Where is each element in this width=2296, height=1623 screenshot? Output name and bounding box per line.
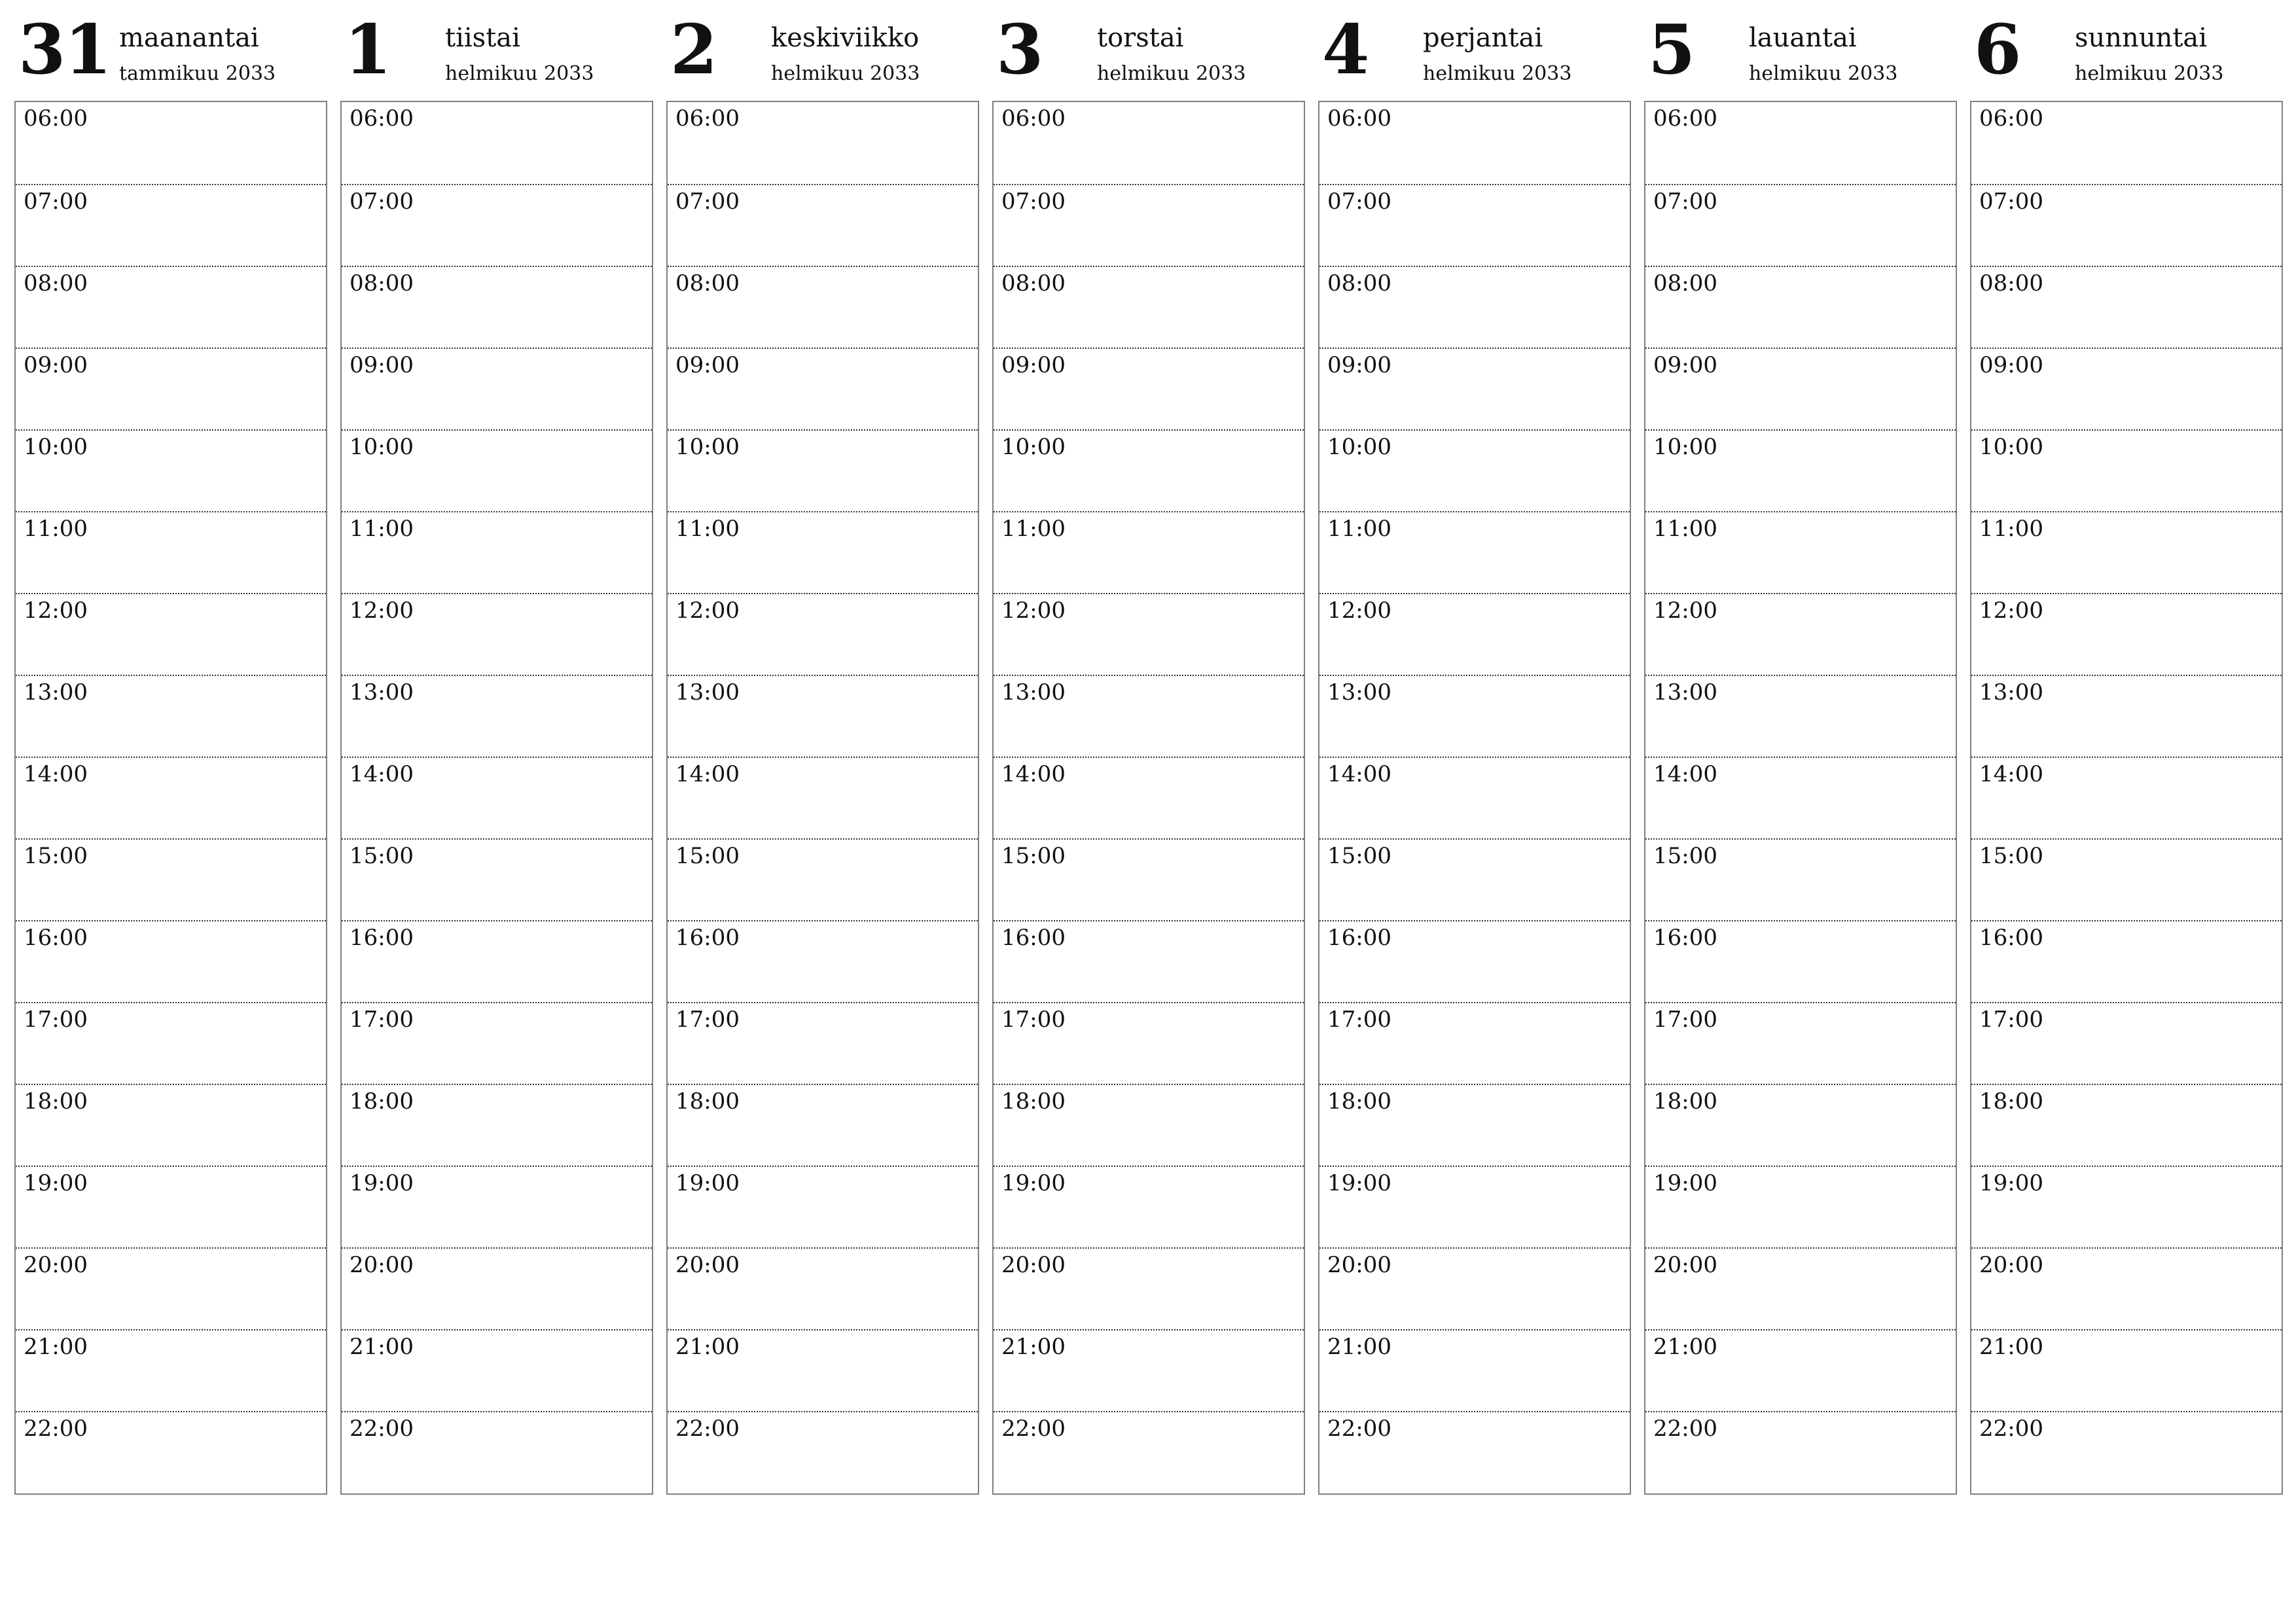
time-label: 18:00	[1979, 1088, 2043, 1115]
day-column	[340, 0, 653, 1505]
day-number: 31	[18, 9, 111, 90]
time-label: 17:00	[1001, 1007, 1066, 1033]
time-label: 22:00	[1001, 1416, 1066, 1442]
time-slot[interactable]	[668, 1411, 978, 1493]
time-slot[interactable]	[342, 757, 652, 838]
time-label: 18:00	[1001, 1088, 1066, 1115]
time-label: 06:00	[1327, 105, 1391, 132]
time-slot[interactable]	[1971, 757, 2282, 838]
time-slot[interactable]	[16, 593, 326, 675]
time-label: 18:00	[1653, 1088, 1717, 1115]
time-slot[interactable]	[16, 184, 326, 266]
time-label: 11:00	[24, 516, 88, 542]
time-label: 22:00	[675, 1416, 740, 1442]
time-slot-box	[340, 101, 653, 1495]
time-label: 07:00	[1653, 188, 1717, 215]
time-slot[interactable]	[1319, 511, 1630, 593]
time-slot[interactable]	[16, 1002, 326, 1084]
time-label: 08:00	[1327, 270, 1391, 296]
time-label: 11:00	[675, 516, 740, 542]
time-slot[interactable]	[16, 1084, 326, 1166]
time-label: 18:00	[24, 1088, 88, 1115]
time-slot[interactable]	[668, 1084, 978, 1166]
time-label: 13:00	[1979, 679, 2043, 705]
time-slot[interactable]	[668, 511, 978, 593]
time-label: 06:00	[24, 105, 88, 132]
time-slot[interactable]	[994, 920, 1304, 1002]
day-column	[1970, 0, 2283, 1505]
time-label: 09:00	[24, 352, 88, 378]
time-label: 21:00	[1979, 1334, 2043, 1360]
time-slot[interactable]	[1319, 593, 1630, 675]
time-label: 21:00	[1327, 1334, 1391, 1360]
time-label: 13:00	[350, 679, 414, 705]
time-label: 22:00	[1653, 1416, 1717, 1442]
time-label: 06:00	[1001, 105, 1066, 132]
time-slot[interactable]	[16, 348, 326, 429]
time-label: 17:00	[24, 1007, 88, 1033]
time-label: 11:00	[1653, 516, 1717, 542]
time-label: 12:00	[24, 597, 88, 624]
time-slot[interactable]	[342, 1002, 652, 1084]
time-label: 19:00	[1001, 1170, 1066, 1196]
time-label: 19:00	[675, 1170, 740, 1196]
weekday-name: lauantai	[1749, 23, 1857, 53]
time-slot[interactable]	[342, 102, 652, 184]
time-label: 10:00	[1653, 434, 1717, 460]
time-label: 13:00	[675, 679, 740, 705]
week-planner	[14, 0, 2292, 1505]
time-slot[interactable]	[342, 184, 652, 266]
time-slot[interactable]	[1971, 1166, 2282, 1247]
time-slot[interactable]	[994, 184, 1304, 266]
day-header	[340, 0, 653, 98]
time-slot[interactable]	[994, 348, 1304, 429]
time-slot[interactable]	[1645, 1166, 1956, 1247]
time-label: 20:00	[1979, 1252, 2043, 1278]
time-slot[interactable]	[1319, 1411, 1630, 1493]
time-label: 15:00	[1001, 843, 1066, 869]
time-slot[interactable]	[1645, 511, 1956, 593]
time-label: 09:00	[1653, 352, 1717, 378]
month-year: helmikuu 2033	[1097, 62, 1246, 85]
day-header	[1970, 0, 2283, 98]
day-number: 6	[1974, 9, 2020, 90]
day-column	[992, 0, 1305, 1505]
time-label: 18:00	[350, 1088, 414, 1115]
time-slot[interactable]	[1319, 838, 1630, 920]
day-column	[14, 0, 327, 1505]
time-label: 13:00	[1653, 679, 1717, 705]
time-slot[interactable]	[16, 1247, 326, 1329]
time-slot[interactable]	[342, 1411, 652, 1493]
time-slot[interactable]	[994, 102, 1304, 184]
time-slot[interactable]	[342, 838, 652, 920]
day-number: 5	[1648, 9, 1695, 90]
time-label: 18:00	[1327, 1088, 1391, 1115]
time-slot[interactable]	[1319, 1084, 1630, 1166]
time-slot[interactable]	[1645, 757, 1956, 838]
time-label: 10:00	[24, 434, 88, 460]
month-year: helmikuu 2033	[1423, 62, 1572, 85]
time-slot-box	[1970, 101, 2283, 1495]
time-slot[interactable]	[994, 757, 1304, 838]
time-slot[interactable]	[1645, 1002, 1956, 1084]
time-slot[interactable]	[668, 838, 978, 920]
time-slot[interactable]	[1645, 1247, 1956, 1329]
time-label: 17:00	[1327, 1007, 1391, 1033]
time-slot[interactable]	[342, 675, 652, 757]
time-label: 11:00	[1001, 516, 1066, 542]
time-label: 06:00	[350, 105, 414, 132]
time-slot[interactable]	[342, 1247, 652, 1329]
time-slot[interactable]	[1319, 429, 1630, 511]
time-slot[interactable]	[1971, 1002, 2282, 1084]
time-label: 19:00	[350, 1170, 414, 1196]
time-slot[interactable]	[1971, 838, 2282, 920]
time-label: 16:00	[1001, 925, 1066, 951]
day-header	[14, 0, 327, 98]
time-label: 09:00	[1001, 352, 1066, 378]
time-label: 17:00	[350, 1007, 414, 1033]
time-label: 08:00	[350, 270, 414, 296]
time-label: 16:00	[1653, 925, 1717, 951]
time-slot[interactable]	[1319, 1166, 1630, 1247]
time-slot[interactable]	[1645, 184, 1956, 266]
time-slot[interactable]	[16, 1411, 326, 1493]
time-slot[interactable]	[668, 1002, 978, 1084]
time-slot[interactable]	[668, 429, 978, 511]
time-slot[interactable]	[342, 511, 652, 593]
time-label: 07:00	[1327, 188, 1391, 215]
time-label: 16:00	[675, 925, 740, 951]
day-header	[1644, 0, 1957, 98]
time-label: 22:00	[350, 1416, 414, 1442]
time-label: 20:00	[24, 1252, 88, 1278]
time-slot[interactable]	[342, 348, 652, 429]
time-slot[interactable]	[16, 675, 326, 757]
time-slot[interactable]	[1971, 266, 2282, 348]
time-slot[interactable]	[1971, 920, 2282, 1002]
time-label: 16:00	[24, 925, 88, 951]
time-slot[interactable]	[994, 675, 1304, 757]
day-column	[666, 0, 979, 1505]
time-slot[interactable]	[1645, 593, 1956, 675]
time-slot[interactable]	[1971, 511, 2282, 593]
time-slot-box	[992, 101, 1305, 1495]
time-slot[interactable]	[1645, 838, 1956, 920]
time-label: 09:00	[350, 352, 414, 378]
time-slot[interactable]	[1319, 102, 1630, 184]
time-slot[interactable]	[1971, 348, 2282, 429]
time-slot[interactable]	[1645, 1329, 1956, 1411]
time-slot[interactable]	[1645, 429, 1956, 511]
time-label: 15:00	[675, 843, 740, 869]
time-label: 21:00	[1001, 1334, 1066, 1360]
time-label: 15:00	[1327, 843, 1391, 869]
time-slot[interactable]	[342, 1329, 652, 1411]
time-slot[interactable]	[342, 429, 652, 511]
time-slot[interactable]	[1645, 102, 1956, 184]
time-label: 14:00	[1001, 761, 1066, 787]
time-slot[interactable]	[668, 348, 978, 429]
time-slot[interactable]	[1319, 920, 1630, 1002]
time-label: 21:00	[350, 1334, 414, 1360]
time-slot[interactable]	[1319, 1247, 1630, 1329]
time-label: 07:00	[1001, 188, 1066, 215]
weekday-name: sunnuntai	[2075, 23, 2208, 53]
time-slot[interactable]	[1971, 1411, 2282, 1493]
day-number: 1	[344, 9, 391, 90]
weekday-name: tiistai	[445, 23, 520, 53]
time-label: 10:00	[1979, 434, 2043, 460]
day-header	[992, 0, 1305, 98]
time-slot[interactable]	[994, 1247, 1304, 1329]
time-label: 13:00	[1001, 679, 1066, 705]
time-label: 21:00	[675, 1334, 740, 1360]
time-label: 18:00	[675, 1088, 740, 1115]
time-label: 21:00	[24, 1334, 88, 1360]
time-slot[interactable]	[668, 102, 978, 184]
month-year: helmikuu 2033	[1749, 62, 1898, 85]
time-slot[interactable]	[994, 593, 1304, 675]
time-label: 20:00	[1001, 1252, 1066, 1278]
time-label: 22:00	[1327, 1416, 1391, 1442]
time-label: 17:00	[1653, 1007, 1717, 1033]
time-label: 10:00	[675, 434, 740, 460]
time-slot[interactable]	[668, 920, 978, 1002]
time-slot[interactable]	[668, 1329, 978, 1411]
month-year: helmikuu 2033	[445, 62, 594, 85]
time-slot[interactable]	[1319, 757, 1630, 838]
day-number: 2	[670, 9, 717, 90]
time-slot[interactable]	[1645, 1411, 1956, 1493]
time-slot[interactable]	[668, 757, 978, 838]
time-label: 11:00	[1327, 516, 1391, 542]
weekday-name: torstai	[1097, 23, 1184, 53]
time-slot[interactable]	[16, 920, 326, 1002]
time-label: 12:00	[675, 597, 740, 624]
month-year: tammikuu 2033	[119, 62, 276, 85]
time-label: 12:00	[1979, 597, 2043, 624]
time-slot[interactable]	[1319, 1329, 1630, 1411]
time-slot[interactable]	[342, 1166, 652, 1247]
time-slot[interactable]	[16, 511, 326, 593]
time-label: 19:00	[1979, 1170, 2043, 1196]
time-slot[interactable]	[1645, 675, 1956, 757]
time-label: 20:00	[675, 1252, 740, 1278]
time-label: 12:00	[1327, 597, 1391, 624]
time-label: 20:00	[350, 1252, 414, 1278]
time-slot[interactable]	[994, 1166, 1304, 1247]
time-slot[interactable]	[994, 429, 1304, 511]
time-label: 22:00	[24, 1416, 88, 1442]
time-label: 20:00	[1653, 1252, 1717, 1278]
time-slot[interactable]	[1645, 348, 1956, 429]
time-label: 12:00	[350, 597, 414, 624]
day-column	[1644, 0, 1957, 1505]
time-label: 20:00	[1327, 1252, 1391, 1278]
day-column	[1318, 0, 1631, 1505]
time-slot[interactable]	[668, 675, 978, 757]
day-number: 4	[1322, 9, 1369, 90]
time-slot[interactable]	[994, 838, 1304, 920]
time-label: 06:00	[1979, 105, 2043, 132]
time-label: 15:00	[1979, 843, 2043, 869]
time-label: 12:00	[1001, 597, 1066, 624]
time-slot[interactable]	[1971, 593, 2282, 675]
time-label: 09:00	[1327, 352, 1391, 378]
time-label: 14:00	[675, 761, 740, 787]
time-slot[interactable]	[994, 1002, 1304, 1084]
time-label: 14:00	[24, 761, 88, 787]
time-label: 19:00	[1653, 1170, 1717, 1196]
time-slot[interactable]	[342, 593, 652, 675]
time-slot[interactable]	[1971, 429, 2282, 511]
time-label: 10:00	[1327, 434, 1391, 460]
time-label: 07:00	[1979, 188, 2043, 215]
time-slot[interactable]	[668, 1247, 978, 1329]
time-label: 12:00	[1653, 597, 1717, 624]
time-label: 16:00	[1979, 925, 2043, 951]
time-label: 22:00	[1979, 1416, 2043, 1442]
time-label: 14:00	[1979, 761, 2043, 787]
time-label: 06:00	[1653, 105, 1717, 132]
time-slot[interactable]	[16, 838, 326, 920]
time-slot[interactable]	[1319, 266, 1630, 348]
time-label: 21:00	[1653, 1334, 1717, 1360]
time-slot[interactable]	[1319, 184, 1630, 266]
day-header	[666, 0, 979, 98]
time-label: 16:00	[1327, 925, 1391, 951]
time-label: 11:00	[350, 516, 414, 542]
day-number: 3	[996, 9, 1043, 90]
time-label: 08:00	[675, 270, 740, 296]
time-label: 15:00	[24, 843, 88, 869]
time-label: 08:00	[1001, 270, 1066, 296]
time-slot[interactable]	[342, 1084, 652, 1166]
weekday-name: keskiviikko	[771, 23, 920, 53]
time-slot[interactable]	[16, 1329, 326, 1411]
time-slot[interactable]	[668, 184, 978, 266]
time-slot[interactable]	[342, 920, 652, 1002]
time-slot[interactable]	[1645, 1084, 1956, 1166]
weekday-name: perjantai	[1423, 23, 1543, 53]
time-label: 17:00	[1979, 1007, 2043, 1033]
time-slot[interactable]	[342, 266, 652, 348]
time-label: 06:00	[675, 105, 740, 132]
time-label: 14:00	[1327, 761, 1391, 787]
time-slot[interactable]	[1645, 266, 1956, 348]
time-label: 07:00	[350, 188, 414, 215]
time-label: 07:00	[24, 188, 88, 215]
time-label: 19:00	[1327, 1170, 1391, 1196]
day-header	[1318, 0, 1631, 98]
time-slot[interactable]	[1971, 184, 2282, 266]
time-slot[interactable]	[994, 1329, 1304, 1411]
time-slot[interactable]	[16, 266, 326, 348]
time-label: 11:00	[1979, 516, 2043, 542]
time-label: 08:00	[1653, 270, 1717, 296]
time-slot[interactable]	[994, 1411, 1304, 1493]
time-label: 09:00	[1979, 352, 2043, 378]
time-slot[interactable]	[1645, 920, 1956, 1002]
month-year: helmikuu 2033	[771, 62, 920, 85]
time-slot[interactable]	[1971, 102, 2282, 184]
time-label: 09:00	[675, 352, 740, 378]
time-label: 15:00	[1653, 843, 1717, 869]
time-label: 07:00	[675, 188, 740, 215]
time-slot-box	[1644, 101, 1957, 1495]
time-slot-box	[1318, 101, 1631, 1495]
time-slot-box	[14, 101, 327, 1495]
time-slot[interactable]	[1971, 1247, 2282, 1329]
time-label: 08:00	[1979, 270, 2043, 296]
time-slot[interactable]	[994, 1084, 1304, 1166]
time-label: 10:00	[1001, 434, 1066, 460]
time-label: 10:00	[350, 434, 414, 460]
time-slot-box	[666, 101, 979, 1495]
time-slot[interactable]	[668, 266, 978, 348]
time-slot[interactable]	[16, 102, 326, 184]
time-slot[interactable]	[994, 511, 1304, 593]
time-slot[interactable]	[16, 757, 326, 838]
time-slot[interactable]	[16, 429, 326, 511]
time-slot[interactable]	[994, 266, 1304, 348]
time-slot[interactable]	[16, 1166, 326, 1247]
time-slot[interactable]	[1319, 1002, 1630, 1084]
time-label: 13:00	[24, 679, 88, 705]
time-slot[interactable]	[1319, 348, 1630, 429]
month-year: helmikuu 2033	[2075, 62, 2224, 85]
time-slot[interactable]	[668, 593, 978, 675]
time-label: 15:00	[350, 843, 414, 869]
time-slot[interactable]	[1971, 675, 2282, 757]
time-slot[interactable]	[1971, 1329, 2282, 1411]
time-label: 16:00	[350, 925, 414, 951]
time-label: 19:00	[24, 1170, 88, 1196]
weekday-name: maanantai	[119, 23, 259, 53]
time-label: 17:00	[675, 1007, 740, 1033]
time-label: 14:00	[1653, 761, 1717, 787]
time-slot[interactable]	[1319, 675, 1630, 757]
time-label: 14:00	[350, 761, 414, 787]
time-slot[interactable]	[1971, 1084, 2282, 1166]
time-slot[interactable]	[668, 1166, 978, 1247]
time-label: 13:00	[1327, 679, 1391, 705]
time-label: 08:00	[24, 270, 88, 296]
